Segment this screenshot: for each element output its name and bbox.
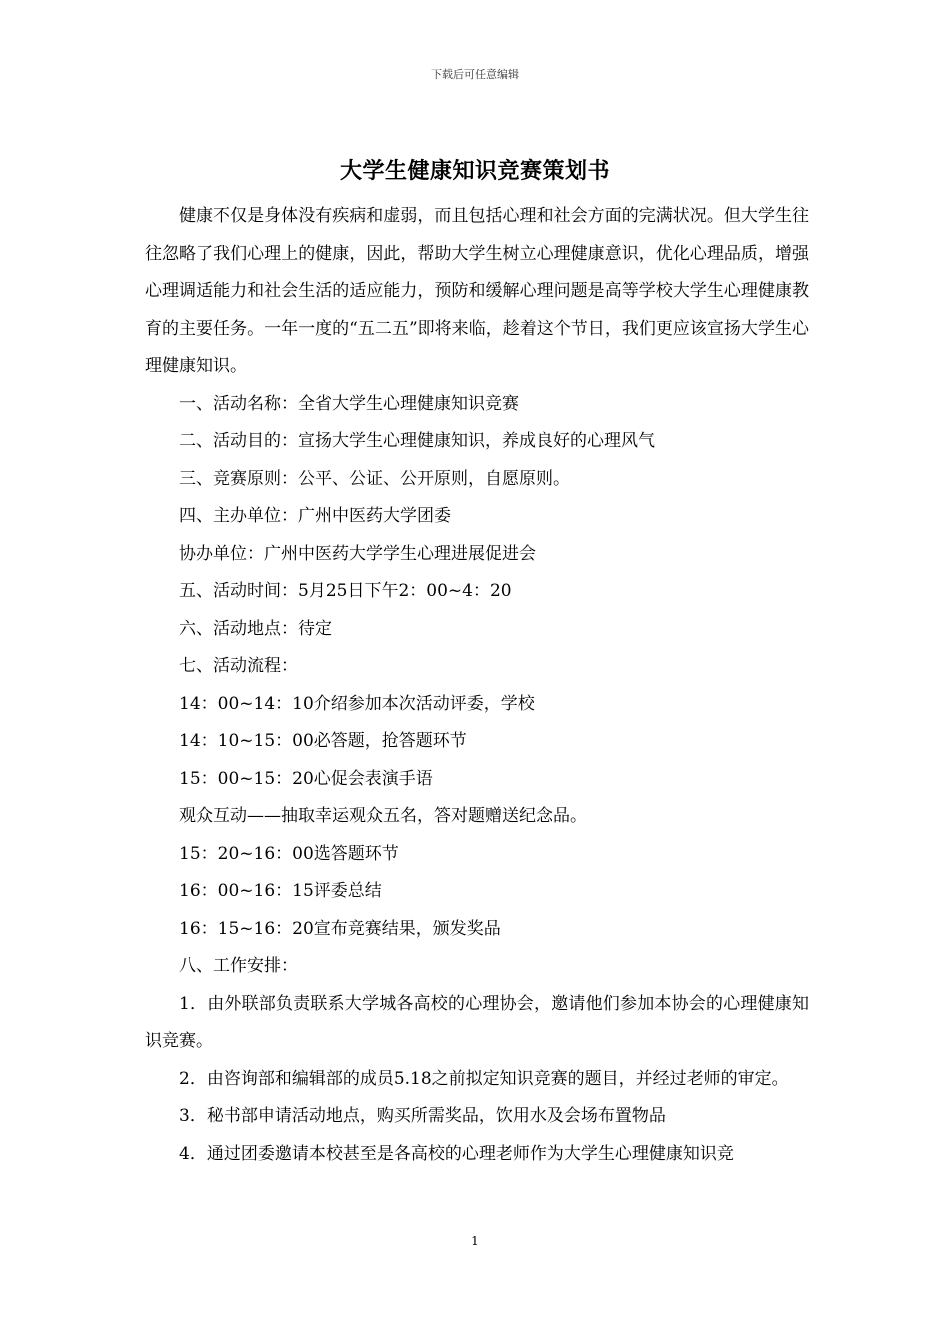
page-header: 下载后可任意编辑 [431, 68, 519, 81]
co-organizer: 协办单位：广州中医药大学学生心理进展促进会 [179, 543, 536, 564]
activity-time: 五、活动时间：5月25日下午2：00~4：20 [179, 581, 512, 601]
competition-principle: 三、竞赛原则：公平、公证、公开原则，自愿原则。 [179, 468, 570, 489]
work-arrangement-heading: 八、工作安排： [179, 956, 298, 976]
page-number: 1 [471, 1234, 479, 1248]
work-item: 2．由咨询部和编辑部的成员5.18之前拟定知识竞赛的题目，并经过老师的审定。 [179, 1068, 789, 1089]
work-item: 4．通过团委邀请本校甚至是各高校的心理老师作为大学生心理健康知识竞 [179, 1143, 734, 1164]
organizer: 四、主办单位：广州中医药大学团委 [179, 506, 451, 526]
activity-location: 六、活动地点：待定 [179, 618, 332, 639]
intro-paragraph: 健康不仅是身体没有疾病和虚弱，而且包括心理和社会方面的完满状况。但大学生往往忽略了我们心理上的健康，因此，帮助大学生树立心理健康意识，优化心理品质，增强心理调适能力和社会生活的适应能力，预防和缓解心理问题是高等学校大学生心理健康教育的主要任务。一年一度的“五二五”即将来临，趁着这个节日，我们更应该宣扬大学生心理健康知识。 [145, 206, 809, 376]
work-item: 1．由外联部负责联系大学城各高校的心理协会，邀请他们参加本协会的心理健康知识竞赛。 [145, 993, 809, 1051]
schedule-item: 14：10~15：00必答题，抢答题环节 [179, 731, 467, 751]
activity-process-heading: 七、活动流程： [179, 656, 298, 676]
document-title: 大学生健康知识竞赛策划书 [339, 158, 610, 184]
schedule-item: 14：00~14：10介绍参加本次活动评委，学校 [179, 693, 535, 714]
audience-interaction: 观众互动——抽取幸运观众五名，答对题赠送纪念品。 [179, 806, 587, 826]
schedule-item: 16：15~16：20宣布竞赛结果，颁发奖品 [179, 918, 501, 939]
schedule-item: 16：00~16：15评委总结 [179, 881, 382, 901]
schedule-item: 15：20~16：00选答题环节 [179, 843, 399, 864]
work-item: 3．秘书部申请活动地点，购买所需奖品，饮用水及会场布置物品 [179, 1106, 666, 1126]
document-body [145, 198, 809, 1173]
schedule-item: 15：00~15：20心促会表演手语 [179, 768, 433, 789]
activity-name: 一、活动名称：全省大学生心理健康知识竞赛 [179, 393, 519, 414]
activity-purpose: 二、活动目的：宣扬大学生心理健康知识，养成良好的心理风气 [179, 431, 655, 451]
